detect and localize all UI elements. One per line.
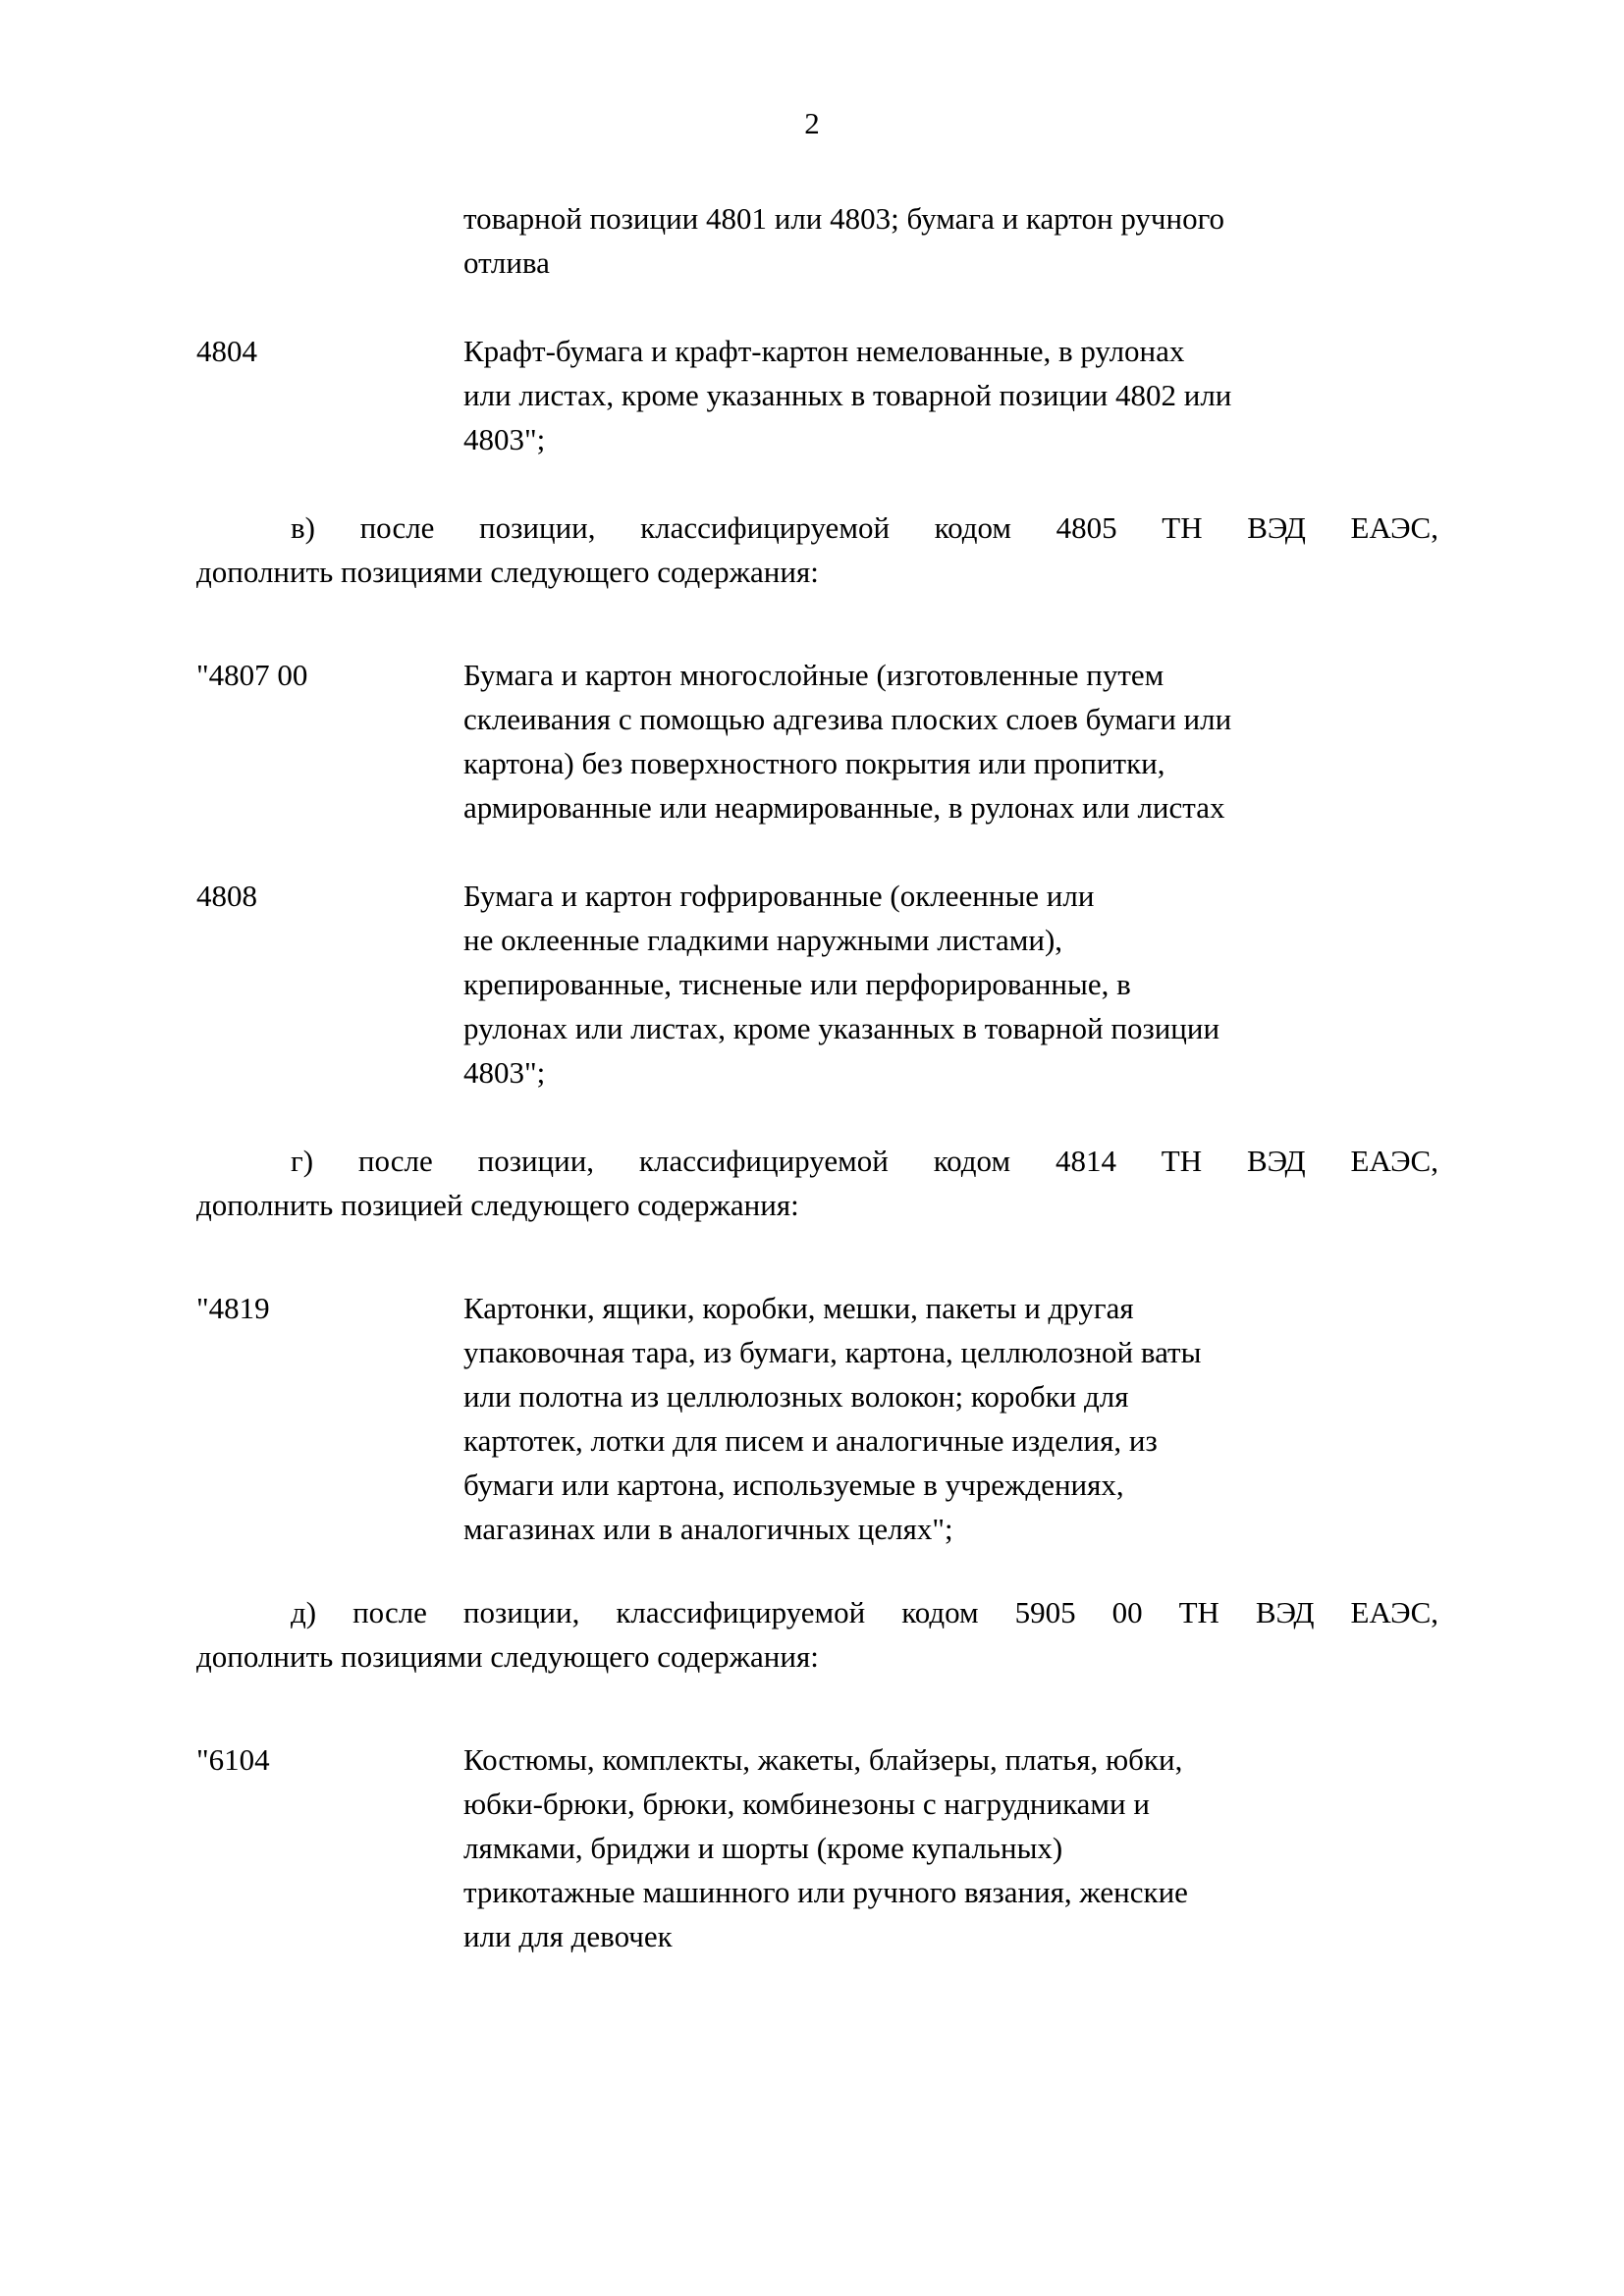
tariff-code: "4819: [196, 1291, 270, 1325]
text-line: д) после позиции, классифицируемой кодом 5905 00 ТН ВЭД ЕАЭС,: [291, 1595, 1438, 1629]
tariff-description: [463, 196, 1438, 285]
tariff-description: [463, 1286, 1438, 1551]
text-line: или листах, кроме указанных в товарной позиции 4802 или: [463, 378, 1232, 412]
text-line: картотек, лотки для писем и аналогичные изделия, из: [463, 1423, 1158, 1458]
text-line: отлива: [463, 245, 550, 280]
tariff-entry: [196, 1737, 1438, 1958]
text-line: упаковочная тара, из бумаги, картона, целлюлозной ваты: [463, 1335, 1202, 1369]
text-line: дополнить позициями следующего содержания:: [196, 1639, 819, 1674]
text-line: Картонки, ящики, коробки, мешки, пакеты и другая: [463, 1291, 1134, 1325]
text-line: крепированные, тисненые или перфорированные, в: [463, 967, 1131, 1001]
text-line: в) после позиции, классифицируемой кодом 4805 ТН ВЭД ЕАЭС,: [291, 510, 1438, 545]
text-line: или полотна из целлюлозных волокон; коробки для: [463, 1379, 1129, 1414]
text-line: юбки-брюки, брюки, комбинезоны с нагрудниками и: [463, 1787, 1150, 1821]
amendment-paragraph: [196, 1139, 1438, 1227]
tariff-code: "6104: [196, 1742, 270, 1777]
tariff-description: [463, 1737, 1438, 1958]
amendment-paragraph: [196, 506, 1438, 594]
tariff-code: "4807 00: [196, 658, 308, 692]
tariff-entry: [196, 196, 1438, 285]
tariff-code: [196, 196, 463, 285]
text-line: Бумага и картон гофрированные (оклеенные или: [463, 879, 1095, 913]
text-line: рулонах или листах, кроме указанных в товарной позиции: [463, 1011, 1220, 1045]
tariff-code: 4804: [196, 334, 257, 368]
amendment-paragraph: [196, 1590, 1438, 1679]
text-line: дополнить позициями следующего содержания:: [196, 555, 819, 589]
text-line: товарной позиции 4801 или 4803; бумага и картон ручного: [463, 201, 1225, 236]
text-line: Костюмы, комплекты, жакеты, блайзеры, платья, юбки,: [463, 1742, 1183, 1777]
text-line: Бумага и картон многослойные (изготовленные путем: [463, 658, 1164, 692]
tariff-description: [463, 329, 1438, 461]
tariff-entry: [196, 1286, 1438, 1551]
tariff-entry: [196, 874, 1438, 1095]
text-line: лямками, бриджи и шорты (кроме купальных): [463, 1831, 1063, 1865]
text-line: трикотажные машинного или ручного вязания, женские: [463, 1875, 1188, 1909]
tariff-entry: [196, 329, 1438, 461]
text-line: или для девочек: [463, 1919, 673, 1953]
text-line: магазинах или в аналогичных целях";: [463, 1512, 953, 1546]
tariff-description: [463, 874, 1438, 1095]
text-line: г) после позиции, классифицируемой кодом 4814 ТН ВЭД ЕАЭС,: [291, 1144, 1438, 1178]
text-line: склеивания с помощью адгезива плоских слоев бумаги или: [463, 702, 1232, 736]
tariff-code: 4808: [196, 879, 257, 913]
text-line: бумаги или картона, используемые в учреждениях,: [463, 1468, 1124, 1502]
text-line: картона) без поверхностного покрытия или пропитки,: [463, 746, 1165, 780]
text-line: Крафт-бумага и крафт-картон немелованные, в рулонах: [463, 334, 1185, 368]
text-line: 4803";: [463, 1055, 546, 1090]
page-number: 2: [804, 106, 820, 140]
text-line: не оклеенные гладкими наружными листами),: [463, 923, 1063, 957]
text-line: 4803";: [463, 422, 546, 456]
text-line: армированные или неармированные, в рулонах или листах: [463, 790, 1225, 825]
tariff-description: [463, 653, 1438, 829]
text-line: дополнить позицией следующего содержания:: [196, 1188, 799, 1222]
tariff-entry: [196, 653, 1438, 829]
